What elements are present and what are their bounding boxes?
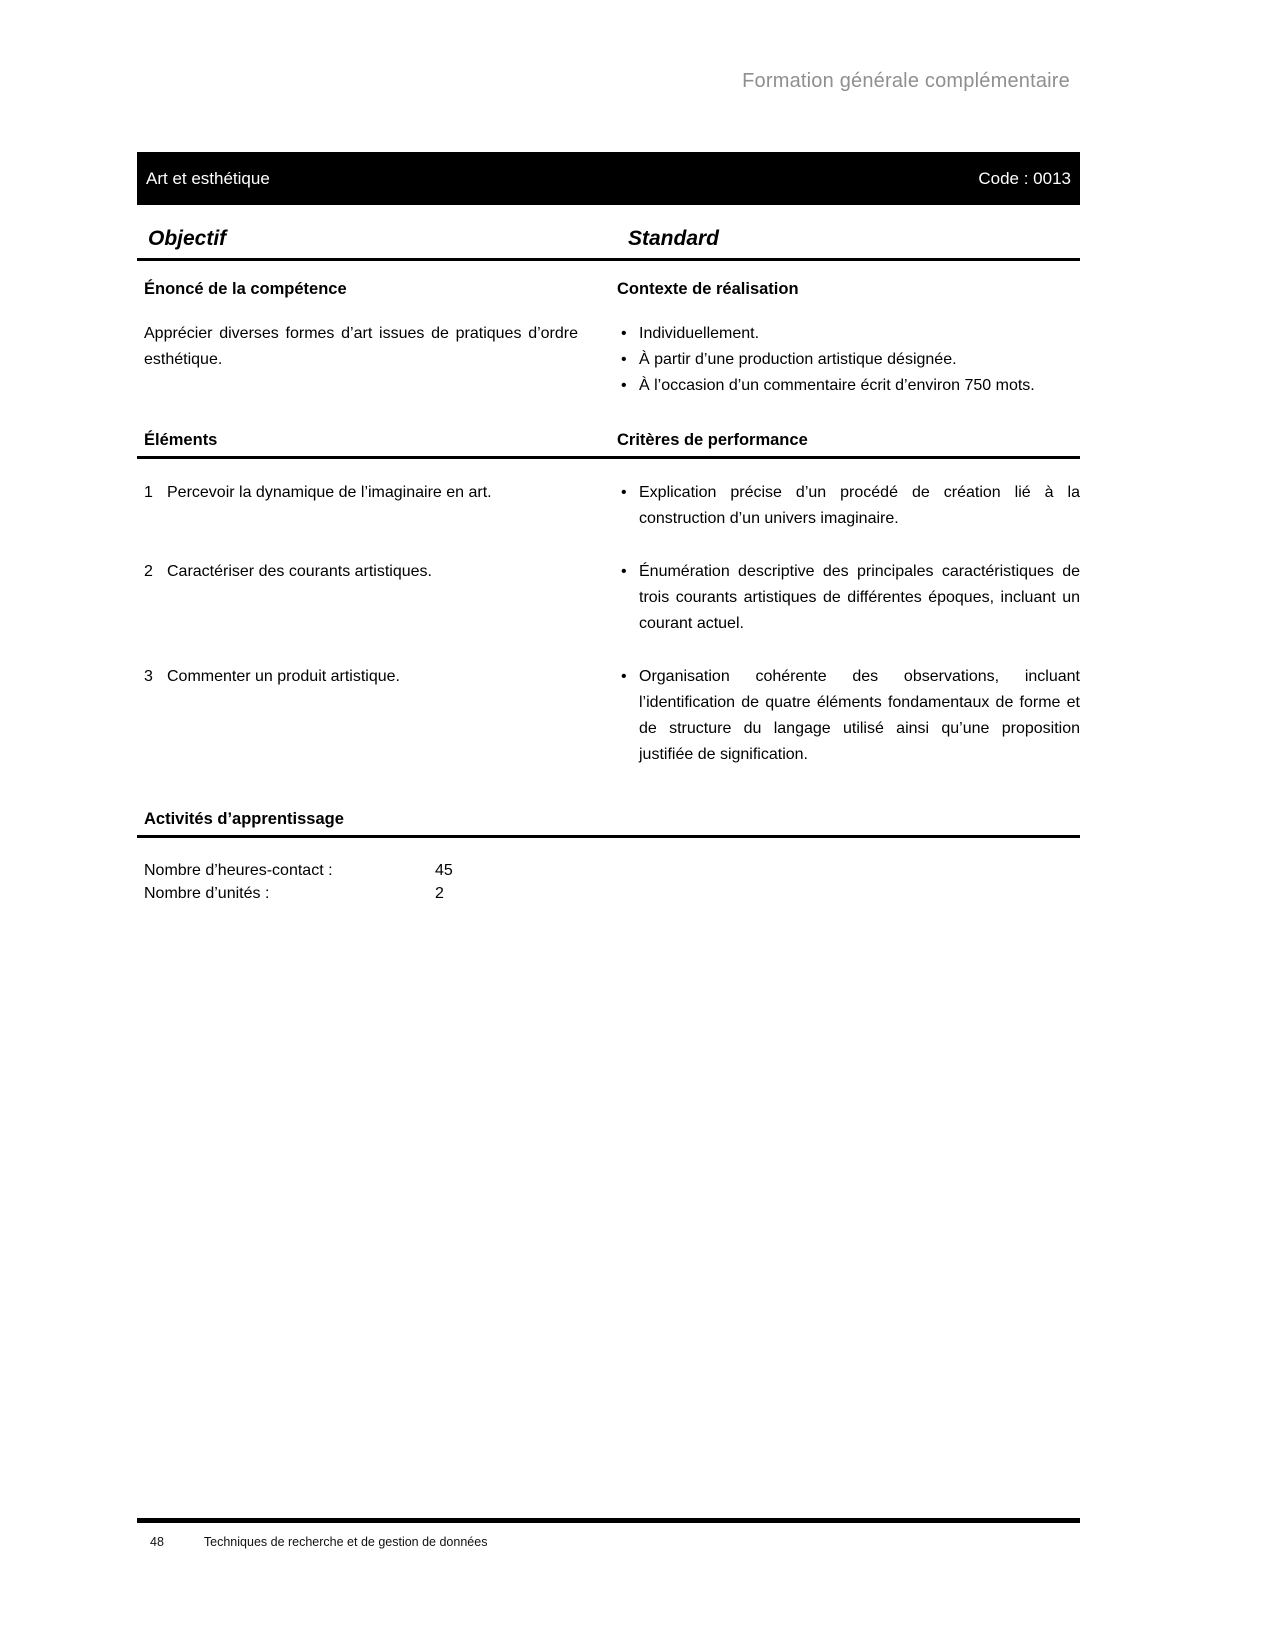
- course-title-bar: [137, 152, 1080, 205]
- element-row: [137, 480, 1080, 532]
- page-footer: [150, 1534, 487, 1550]
- realisation-context: [617, 321, 1080, 399]
- criteria-bullet-list: [617, 664, 1080, 768]
- hours-line: [137, 859, 1080, 882]
- context-bullet-item: • À partir d’une production artistique désignée.: [617, 347, 1080, 373]
- criteria-bullet-item: • Énumération descriptive des principales caractéristiques de trois courants artistiques de différentes époques, incluant un courant actuel.: [617, 559, 1080, 637]
- criteria-bullet-list: [617, 559, 1080, 637]
- criteria-bullet-list: [617, 480, 1080, 532]
- element-cell: [137, 480, 592, 532]
- elements-criteria-header-row: [137, 429, 1080, 459]
- element-cell: [137, 664, 592, 768]
- criteria-bullet-item: • Explication précise d’un procédé de création lié à la construction d’un univers imaginaire.: [617, 480, 1080, 532]
- standard-header: Standard: [628, 227, 720, 250]
- competence-subhead-row: [137, 278, 1080, 300]
- competence-statement-heading: Énoncé de la compétence: [144, 280, 347, 298]
- element-row: [137, 664, 1080, 768]
- criteria-heading: Critères de performance: [617, 431, 808, 449]
- element-number: 2: [144, 563, 153, 580]
- element-number: 3: [144, 668, 153, 685]
- objective-standard-header-row: [137, 225, 1080, 261]
- context-bullet-item: • Individuellement.: [617, 321, 1080, 347]
- running-header: Formation générale complémentaire: [742, 70, 1070, 92]
- objective-header: Objectif: [148, 227, 227, 250]
- activities-details: [137, 859, 1080, 905]
- competence-statement: Apprécier diverses formes d’art issues de pratiques d’ordre esthétique.: [144, 325, 578, 368]
- course-title: Art et esthétique: [146, 168, 270, 188]
- realisation-context-heading: Contexte de réalisation: [617, 280, 799, 298]
- hours-contact-label: Nombre d’heures-contact :: [144, 862, 333, 879]
- units-value: 2: [435, 885, 444, 902]
- program-name: Techniques de recherche et de gestion de données: [203, 1535, 488, 1549]
- criteria-cell: [617, 664, 1080, 768]
- units-label: Nombre d’unités :: [144, 885, 270, 902]
- element-text: Caractériser des courants artistiques.: [167, 563, 432, 580]
- activities-heading: Activités d’apprentissage: [144, 810, 344, 828]
- context-bullet-item: • À l’occasion d’un commentaire écrit d’environ 750 mots.: [617, 373, 1080, 399]
- activities-heading-row: [137, 808, 1080, 838]
- context-bullet-list: [617, 321, 1080, 399]
- page-number: 48: [150, 1535, 164, 1549]
- criteria-cell: [617, 480, 1080, 532]
- units-line: [137, 882, 1080, 905]
- element-cell: [137, 559, 592, 637]
- footer-rule: [137, 1518, 1080, 1523]
- competence-body-row: [137, 321, 1080, 399]
- element-number: 1: [144, 484, 153, 501]
- element-text: Percevoir la dynamique de l’imaginaire en art.: [167, 484, 492, 501]
- element-row: [137, 559, 1080, 637]
- criteria-bullet-item: • Organisation cohérente des observations, incluant l’identification de quatre éléments fondamentaux de forme et de structure du langage utilisé ainsi qu’une proposition justifiée de signification.: [617, 664, 1080, 768]
- element-text: Commenter un produit artistique.: [167, 668, 400, 685]
- hours-contact-value: 45: [435, 862, 453, 879]
- criteria-cell: [617, 559, 1080, 637]
- content-area: [137, 0, 1080, 905]
- elements-heading: Éléments: [144, 431, 218, 449]
- course-code: Code : 0013: [978, 168, 1071, 188]
